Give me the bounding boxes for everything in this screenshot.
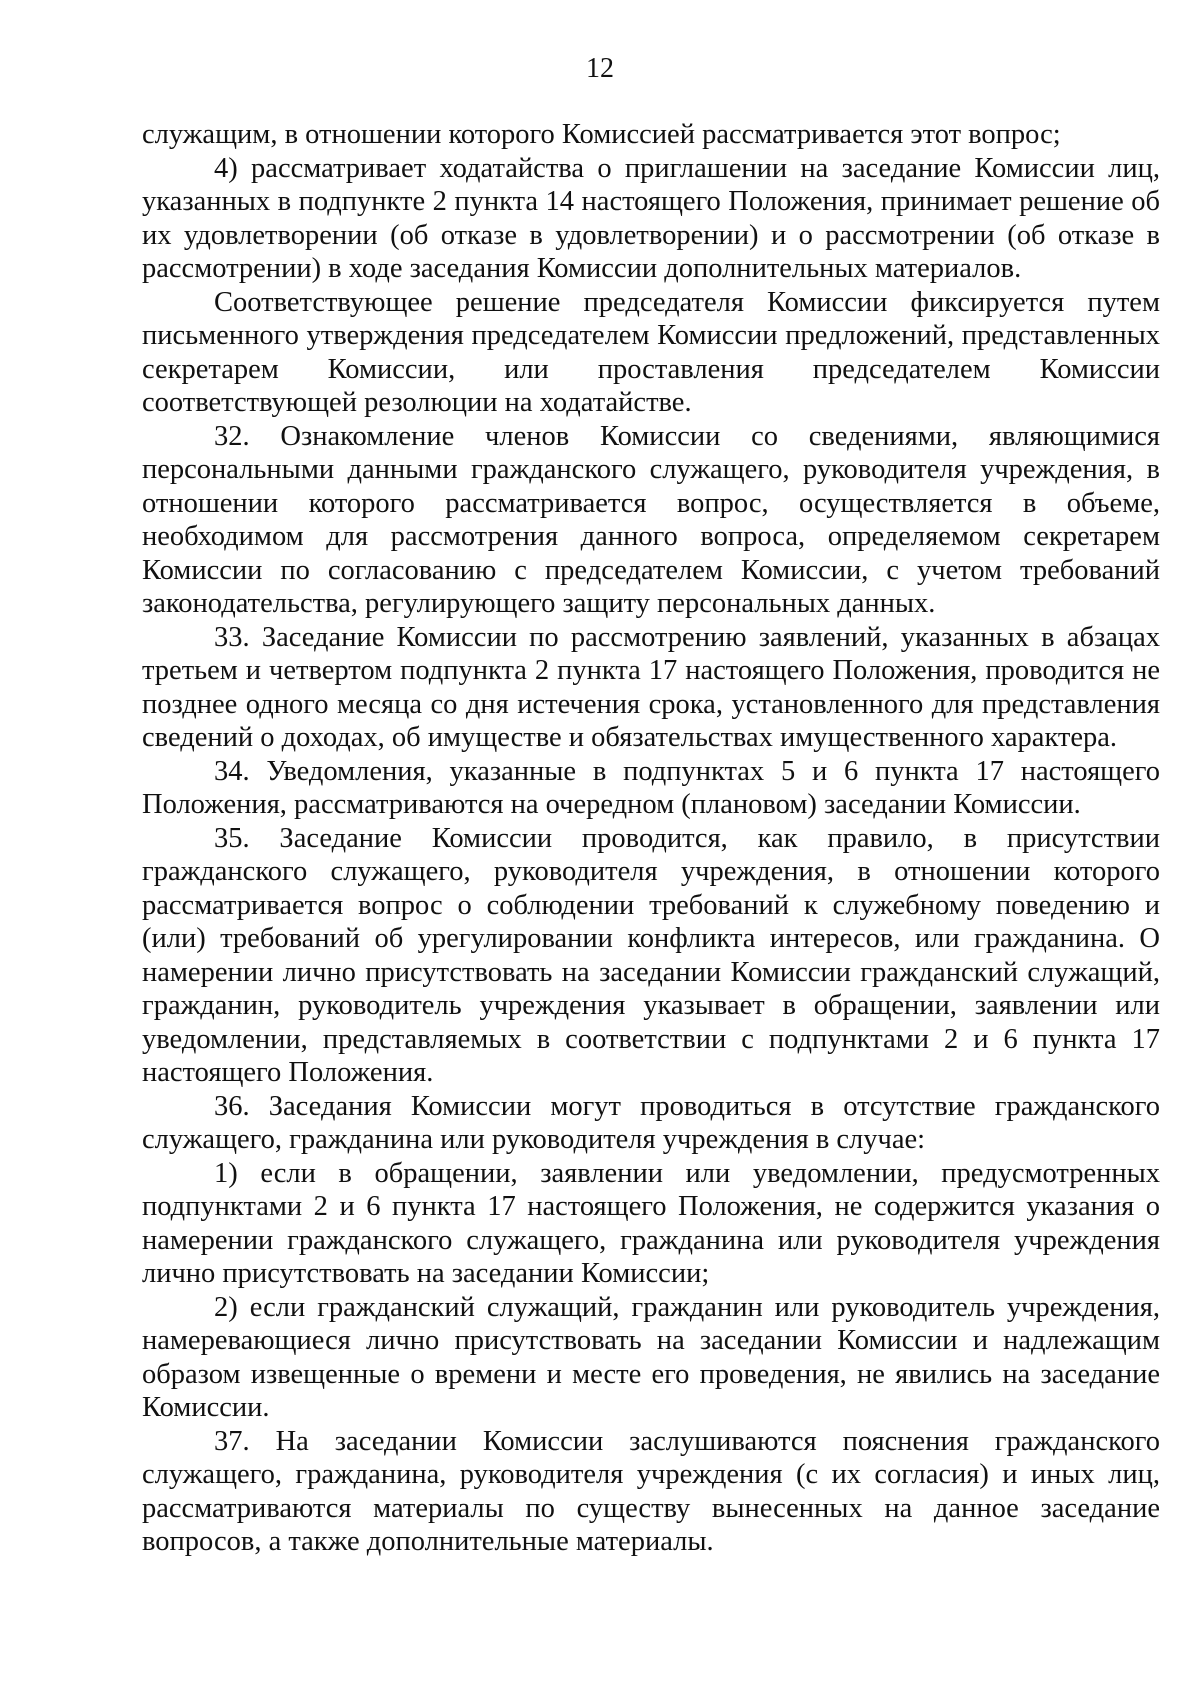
- paragraph-item-36-subitem-1: 1) если в обращении, заявлении или уведомлении, предусмотренных подпунктами 2 и 6 пункта 17 настоящего Положения, не содержится указания о намерении гражданского служащего, гражданина или руководителя учреждения лично присутствовать на заседании Комиссии;: [142, 1157, 1160, 1289]
- paragraph-subitem-4: 4) рассматривает ходатайства о приглашении на заседание Комиссии лиц, указанных в подпункте 2 пункта 14 настоящего Положения, принимает решение об их удовлетворении (об отказе в удовлетворении) и о рассмотрении (об отказе в рассмотрении) в ходе заседания Комиссии дополнительных материалов.: [142, 152, 1160, 284]
- paragraph-item-34: 34. Уведомления, указанные в подпунктах 5 и 6 пункта 17 настоящего Положения, рассматриваются на очередном (плановом) заседании Комиссии.: [142, 755, 1160, 820]
- paragraph-item-36: 36. Заседания Комиссии могут проводиться в отсутствие гражданского служащего, гражданина или руководителя учреждения в случае:: [142, 1090, 1160, 1155]
- document-body: [142, 118, 1160, 1559]
- paragraph-item-35: 35. Заседание Комиссии проводится, как правило, в присутствии гражданского служащего, руководителя учреждения, в отношении которого рассматривается вопрос о соблюдении требований к служебному поведению и (или) требований об урегулировании конфликта интересов, или гражданина. О намерении лично присутствовать на заседании Комиссии гражданский служащий, гражданин, руководитель учреждения указывает в обращении, заявлении или уведомлении, представляемых в соответствии с подпунктами 2 и 6 пункта 17 настоящего Положения.: [142, 822, 1160, 1088]
- paragraph-continuation: служащим, в отношении которого Комиссией рассматривается этот вопрос;: [142, 119, 1061, 150]
- paragraph-chairman-decision: Соответствующее решение председателя Комиссии фиксируется путем письменного утверждения председателем Комиссии предложений, представленных секретарем Комиссии, или проставления председателем Комиссии соответствующей резолюции на ходатайстве.: [142, 286, 1160, 418]
- paragraph-item-33: 33. Заседание Комиссии по рассмотрению заявлений, указанных в абзацах третьем и четвертом подпункта 2 пункта 17 настоящего Положения, проводится не позднее одного месяца со дня истечения срока, установленного для представления сведений о доходах, об имуществе и обязательствах имущественного характера.: [142, 621, 1160, 753]
- page-number: 12: [586, 53, 614, 84]
- paragraph-item-32: 32. Ознакомление членов Комиссии со сведениями, являющимися персональными данными гражданского служащего, руководителя учреждения, в отношении которого рассматривается вопрос, осуществляется в объеме, необходимом для рассмотрения данного вопроса, определяемом секретарем Комиссии по согласованию с председателем Комиссии, с учетом требований законодательства, регулирующего защиту персональных данных.: [142, 420, 1160, 619]
- paragraph-item-37: 37. На заседании Комиссии заслушиваются пояснения гражданского служащего, гражданина, руководителя учреждения (с их согласия) и иных лиц, рассматриваются материалы по существу вынесенных на данное заседание вопросов, а также дополнительные материалы.: [142, 1425, 1160, 1557]
- paragraph-item-36-subitem-2: 2) если гражданский служащий, гражданин или руководитель учреждения, намеревающиеся лично присутствовать на заседании Комиссии и надлежащим образом извещенные о времени и месте его проведения, не явились на заседание Комиссии.: [142, 1291, 1160, 1423]
